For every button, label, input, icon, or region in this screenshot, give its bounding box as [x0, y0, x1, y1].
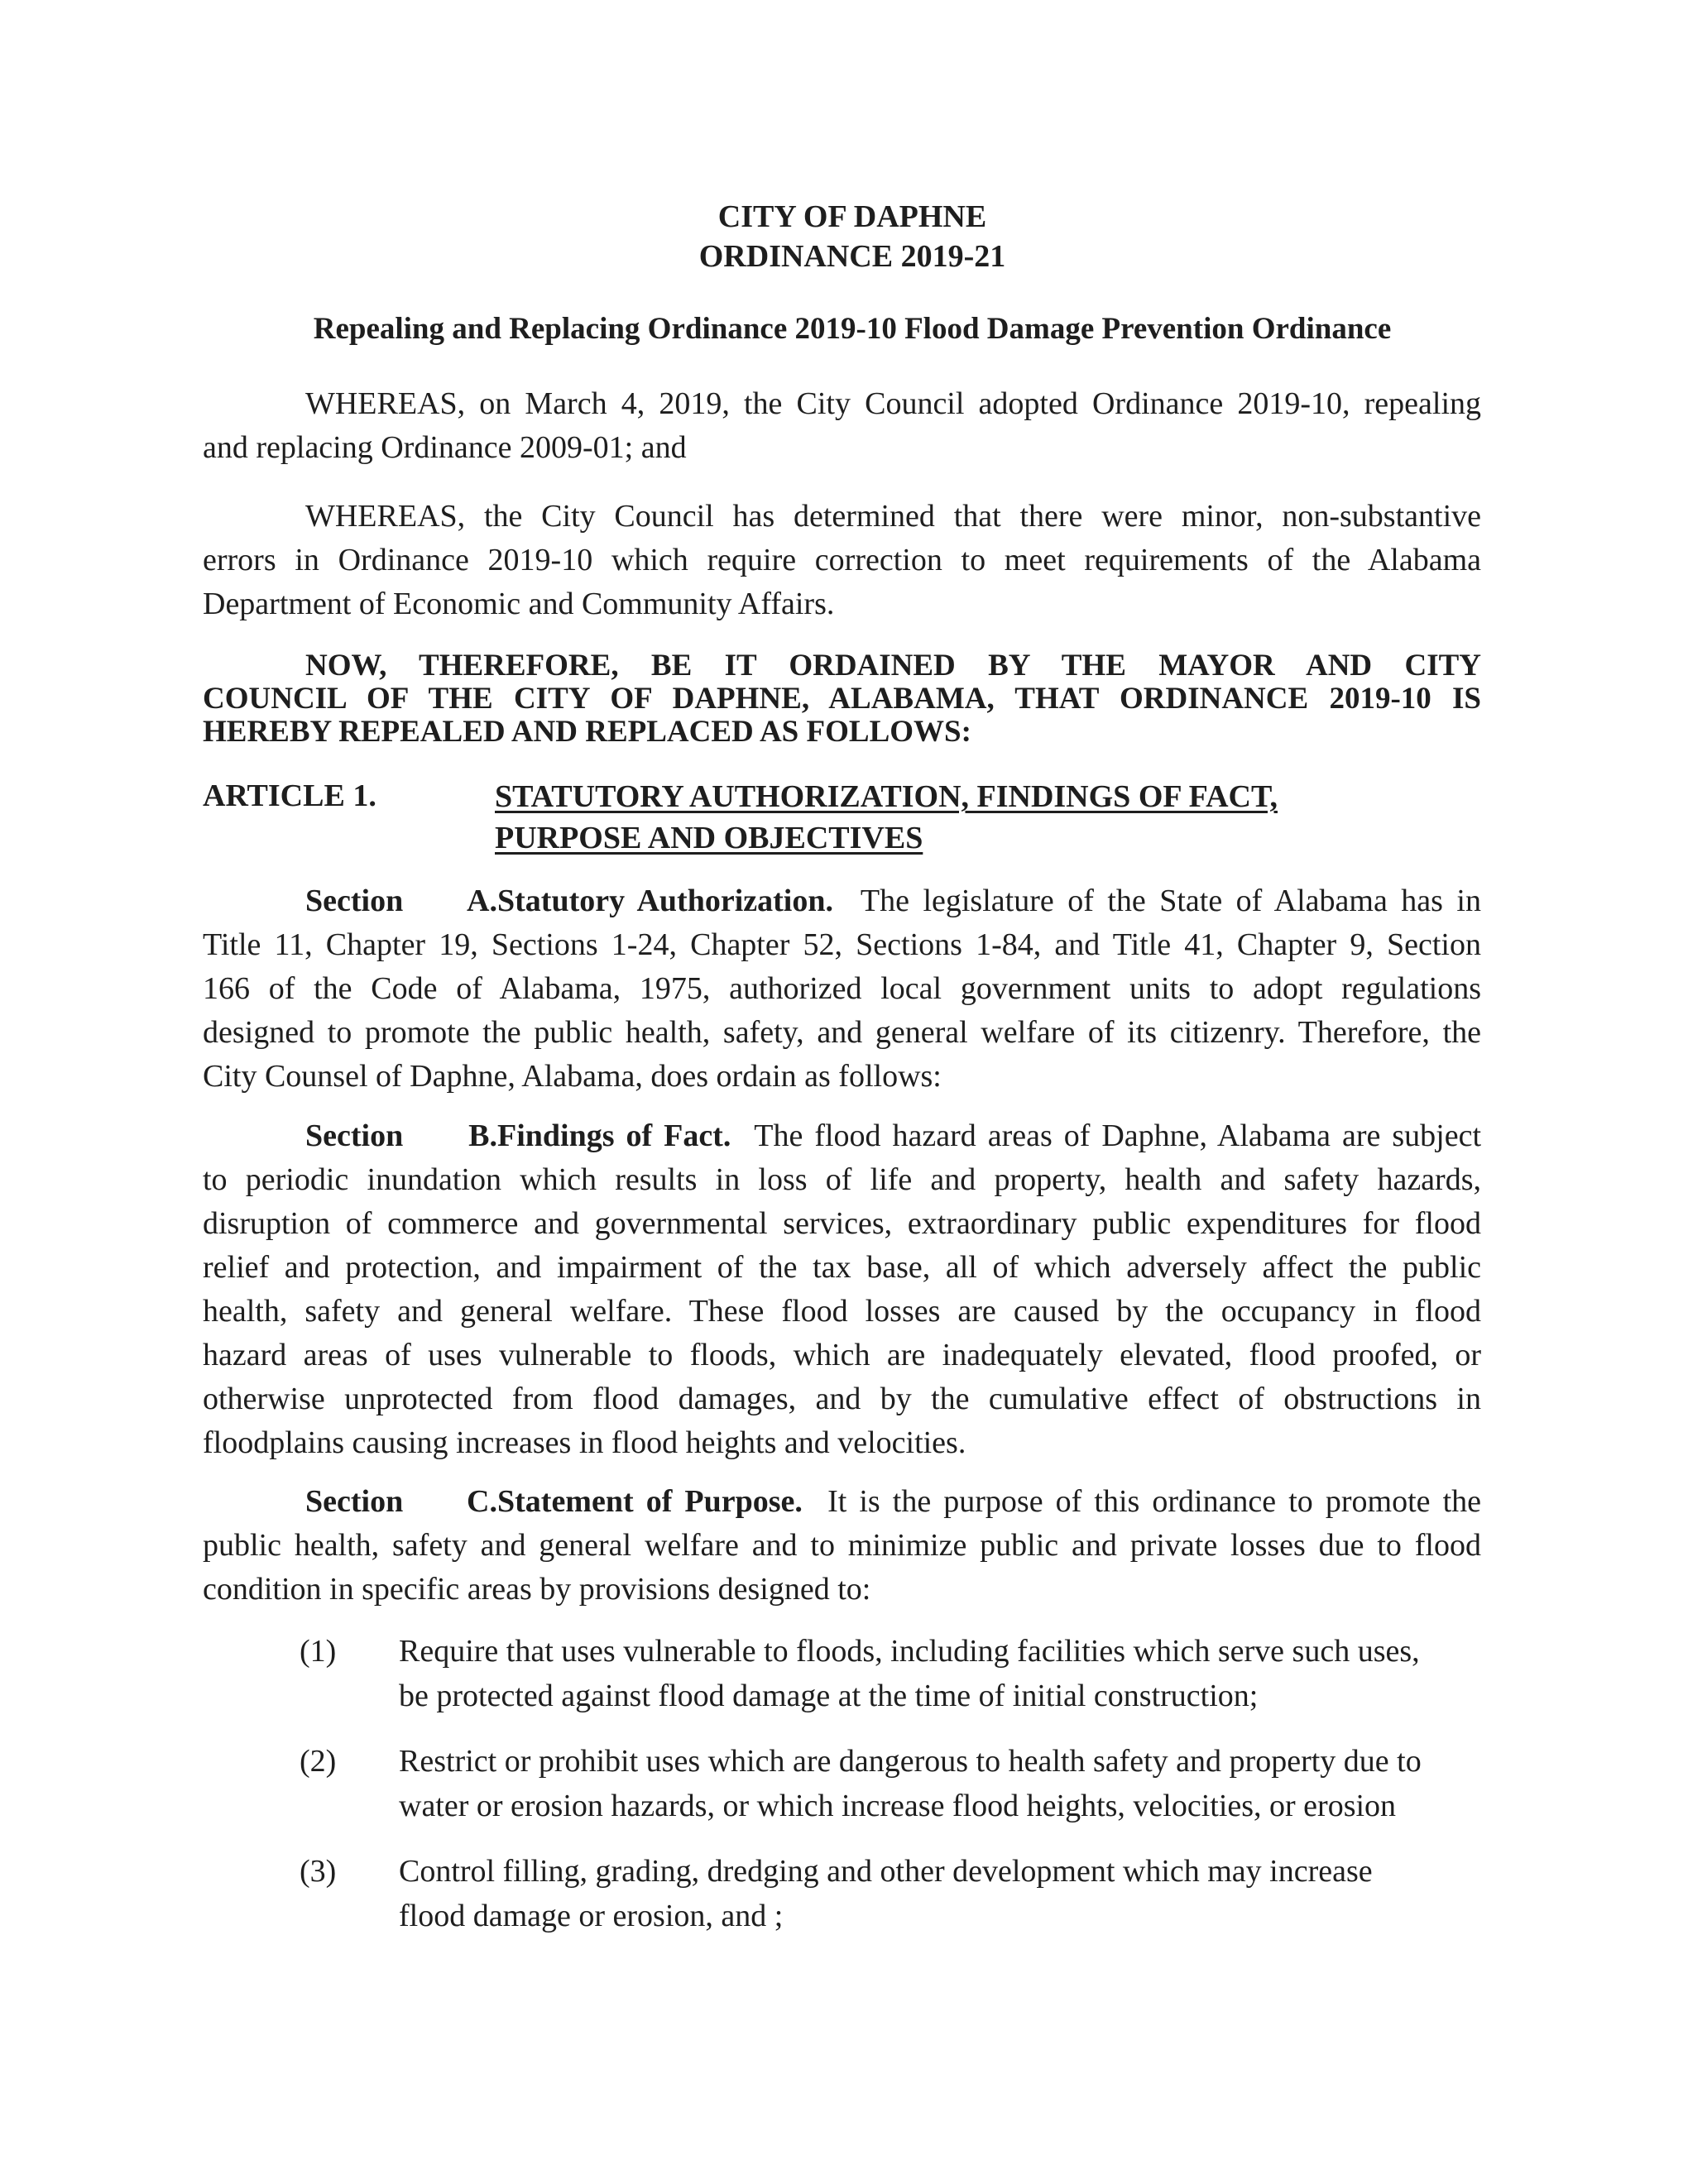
section-a-line-5: City Counsel of Daphne, Alabama, does ordain as follows: — [203, 1059, 942, 1094]
ordain-line-3: HEREBY REPEALED AND REPLACED AS FOLLOWS: — [203, 715, 971, 749]
article-1-label: ARTICLE 1. — [203, 778, 376, 813]
whereas-1-line-1: WHEREAS, on March 4, 2019, the City Council adopted Ordinance 2019-10, repealing — [305, 386, 1481, 421]
whereas-paragraph-2 — [203, 495, 1481, 626]
section-c-heading: Statement of Purpose. — [497, 1484, 803, 1519]
list-item-number: (1) — [300, 1634, 337, 1669]
section-b-line-7: otherwise unprotected from flood damages, and by the cumulative effect of obstructions in — [203, 1382, 1481, 1416]
city-name-heading: CITY OF DAPHNE — [717, 199, 987, 234]
section-a-line-3: 166 of the Code of Alabama, 1975, authorized local government units to adopt regulations — [203, 971, 1481, 1006]
section-c-paragraph — [203, 1480, 1481, 1612]
list-item-line-2: be protected against flood damage at the time of initial construction; — [399, 1679, 1259, 1713]
list-item-text — [399, 1629, 1483, 1718]
list-item-line-1: Restrict or prohibit uses which are dangerous to health safety and property due to — [399, 1744, 1422, 1779]
section-a-paragraph — [203, 879, 1481, 1099]
whereas-paragraph-1 — [203, 382, 1481, 470]
list-item-line-1: Control filling, grading, dredging and other development which may increase — [399, 1854, 1373, 1889]
section-a-line-2: Title 11, Chapter 19, Sections 1-24, Chapter 52, Sections 1-84, and Title 41, Chapter 9, Section — [203, 927, 1481, 962]
section-b-paragraph — [203, 1114, 1481, 1465]
section-b-line-3: disruption of commerce and governmental services, extraordinary public expenditures for flood — [203, 1206, 1481, 1241]
section-b-line-1 — [203, 1114, 1481, 1158]
whereas-2-line-2: errors in Ordinance 2019-10 which require correction to meet requirements of the Alabama — [203, 543, 1481, 577]
section-a-line-4: designed to promote the public health, safety, and general welfare of its citizenry. Therefore, the — [203, 1015, 1481, 1050]
section-b-label: Section B. — [305, 1118, 497, 1153]
ordinance-subtitle: Repealing and Replacing Ordinance 2019-10 Flood Damage Prevention Ordinance — [313, 312, 1392, 346]
list-item-line-2: flood damage or erosion, and ; — [399, 1899, 784, 1933]
list-item-number: (2) — [300, 1744, 337, 1779]
section-a-heading: Statutory Authorization. — [497, 884, 833, 918]
list-item-text — [399, 1739, 1483, 1828]
article-1-title-line-2: PURPOSE AND OBJECTIVES — [495, 821, 923, 855]
section-b-line-6: hazard areas of uses vulnerable to floods, which are inadequately elevated, flood proofed, or — [203, 1338, 1481, 1372]
list-item-line-2: water or erosion hazards, or which increase flood heights, velocities, or erosion — [399, 1789, 1397, 1823]
section-c-line-1-text: It is the purpose of this ordinance to promote the — [827, 1484, 1482, 1519]
section-b-line-4: relief and protection, and impairment of the tax base, all of which adversely affect the public — [203, 1250, 1481, 1285]
section-a-line-1 — [203, 879, 1481, 923]
article-1-title-line-1: STATUTORY AUTHORIZATION, FINDINGS OF FACT, — [495, 779, 1278, 814]
list-item-number: (3) — [300, 1854, 337, 1889]
ordain-paragraph — [203, 649, 1481, 749]
section-c-line-3: condition in specific areas by provisions designed to: — [203, 1572, 871, 1607]
list-item-line-1: Require that uses vulnerable to floods, including facilities which serve such uses, — [399, 1634, 1420, 1669]
section-b-line-2: to periodic inundation which results in loss of life and property, health and safety hazards, — [203, 1162, 1481, 1197]
whereas-2-line-3: Department of Economic and Community Affairs. — [203, 587, 835, 621]
ordinance-number-heading: ORDINANCE 2019-21 — [698, 239, 1006, 274]
whereas-2-line-1: WHEREAS, the City Council has determined that there were minor, non-substantive — [305, 499, 1481, 534]
section-b-line-1-text: The flood hazard areas of Daphne, Alabama are subject — [754, 1118, 1482, 1153]
section-a-label: Section A. — [305, 884, 497, 918]
section-c-line-1 — [203, 1480, 1481, 1524]
section-c-line-2: public health, safety and general welfare and to minimize public and private losses due to flood — [203, 1528, 1481, 1563]
ordain-line-2: COUNCIL OF THE CITY OF DAPHNE, ALABAMA, THAT ORDINANCE 2019-10 IS — [203, 682, 1481, 716]
section-b-heading: Findings of Fact. — [497, 1118, 731, 1153]
section-a-line-1-text: The legislature of the State of Alabama has in — [860, 884, 1481, 918]
ordain-line-1: NOW, THEREFORE, BE IT ORDAINED BY THE MAYOR AND CITY — [305, 649, 1481, 682]
section-b-line-5: health, safety and general welfare. These flood losses are caused by the occupancy in flood — [203, 1294, 1481, 1329]
section-b-line-8: floodplains causing increases in flood heights and velocities. — [203, 1425, 966, 1460]
section-c-label: Section C. — [305, 1484, 497, 1519]
whereas-1-line-2: and replacing Ordinance 2009-01; and — [203, 430, 687, 465]
list-item-text — [399, 1849, 1483, 1938]
article-1-title — [495, 776, 1278, 859]
